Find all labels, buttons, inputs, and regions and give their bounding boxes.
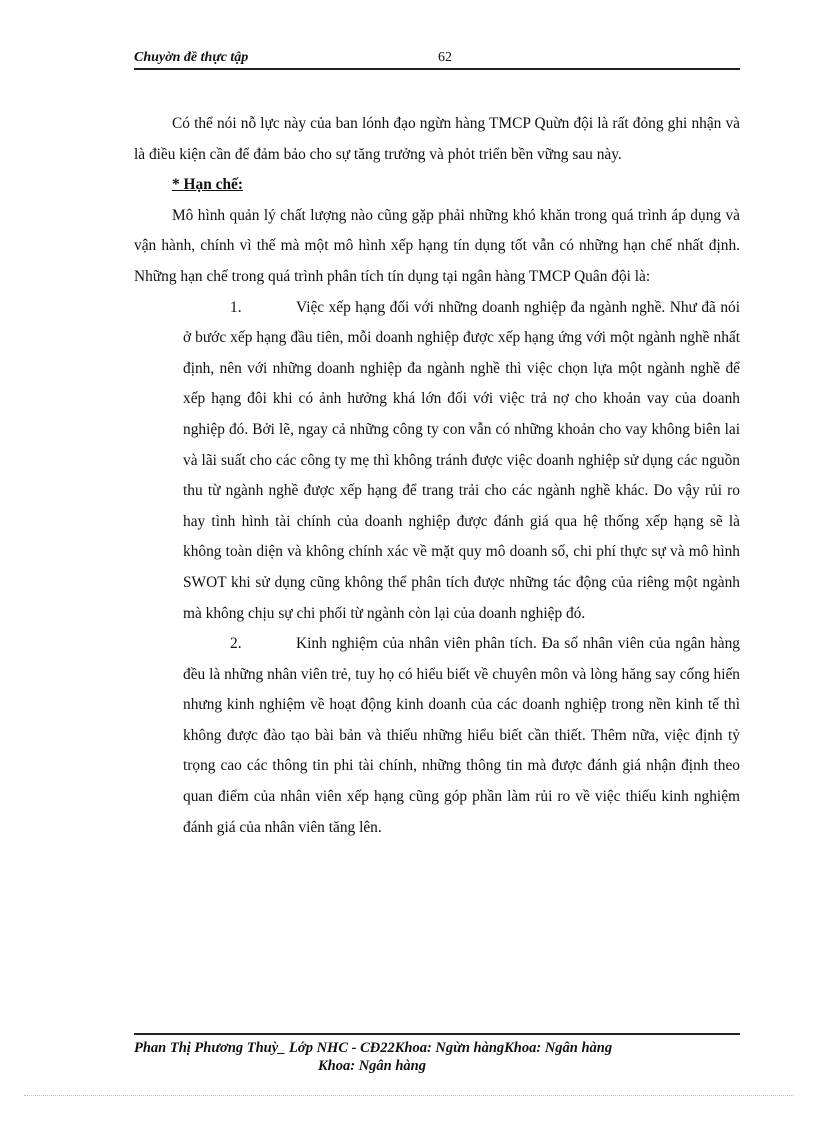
list-item-1-text: Việc xếp hạng đối với những doanh nghiệp đa ngành nghề. Như đã nói ở bước xếp hạng đầu tiên, mỗi doanh nghiệp được xếp hạng ứng với một ngành nghề nhất định, nên với những doanh nghiệp đa ngành nghề thì việc chọn lựa một ngành nghề để xếp hạng đôi khi có ảnh hưởng khá lớn đối với việc trả nợ cho khoản vay của doanh nghiệp đó. Bởi lẽ, ngay cả những công ty con vẫn có những khoản cho vay không biên lai và lãi suất cho các công ty mẹ thì không tránh được việc doanh nghiệp sử dụng các nguồn thu từ ngành nghề được xếp hạng để trang trải cho các ngành nghề khác. Do vậy rủi ro hay tình hình tài chính của doanh nghiệp được đánh giá qua hệ thống xếp hạng sẽ là không toàn diện và không chính xác về mặt quy mô doanh số, chi phí thực sự và mô hình SWOT khi sử dụng cũng không thể phân tích được những tác động của riêng một ngành mà không chịu sự chi phối từ ngành còn lại của doanh nghiệp đó. <box>183 298 740 622</box>
section-heading <box>134 170 740 201</box>
list-item-2 <box>183 629 740 843</box>
page-number: 62 <box>438 50 452 65</box>
page-header <box>134 48 740 70</box>
list-item-2-number: 2. <box>230 635 242 653</box>
list-item-1-number: 1. <box>230 298 242 316</box>
list-item-2-text: Kinh nghiệm của nhân viên phân tích. Đa số nhân viên của ngân hàng đều là những nhân viên trẻ, tuy họ có hiểu biết về chuyên môn và lòng hăng say cống hiến nhưng kinh nghiệm về hoạt động kinh doanh của các doanh nghiệp trong nền kinh tế thì không được đào tạo bài bản và thiếu những hiểu biết cần thiết. Thêm nữa, việc định tỷ trọng cao các thông tin phi tài chính, những thông tin mà được đánh giá nhận định theo quan điểm của nhân viên xếp hạng cũng góp phần làm rủi ro về việc thiếu kinh nghiệm đánh giá của nhân viên tăng lên. <box>183 635 740 836</box>
footer-author-line: Phan Thị Phương Thuỳ_ Lớp NHC - CĐ22Khoa: Ngừn hàngKhoa: Ngân hàng <box>134 1040 613 1056</box>
header-title: Chuyờn đề thực tập <box>134 50 249 65</box>
paragraph-2: Mô hình quản lý chất lượng nào cũng gặp phải những khó khăn trong quá trình áp dụng và vận hành, chính vì thế mà một mô hình xếp hạng tín dụng tốt vẫn có những hạn chế nhất định. Những hạn chế trong quá trình phân tích tín dụng tại ngân hàng TMCP Quân đội là: <box>134 206 740 285</box>
paragraph-1: Có thể nói nỗ lực này của ban lónh đạo ngừn hàng TMCP Quừn đội là rất đỏng ghi nhận và là điều kiện cần để đảm bảo cho sự tăng trưởng và phỏt triển bền vững sau này. <box>134 115 740 163</box>
footer-department-line: Khoa: Ngân hàng <box>318 1058 426 1074</box>
document-body <box>134 109 740 843</box>
footer-divider <box>134 1033 740 1035</box>
list-item-1 <box>183 293 740 630</box>
heading-text: * Hạn chế: <box>172 176 243 194</box>
page-bottom-edge <box>24 1095 794 1096</box>
